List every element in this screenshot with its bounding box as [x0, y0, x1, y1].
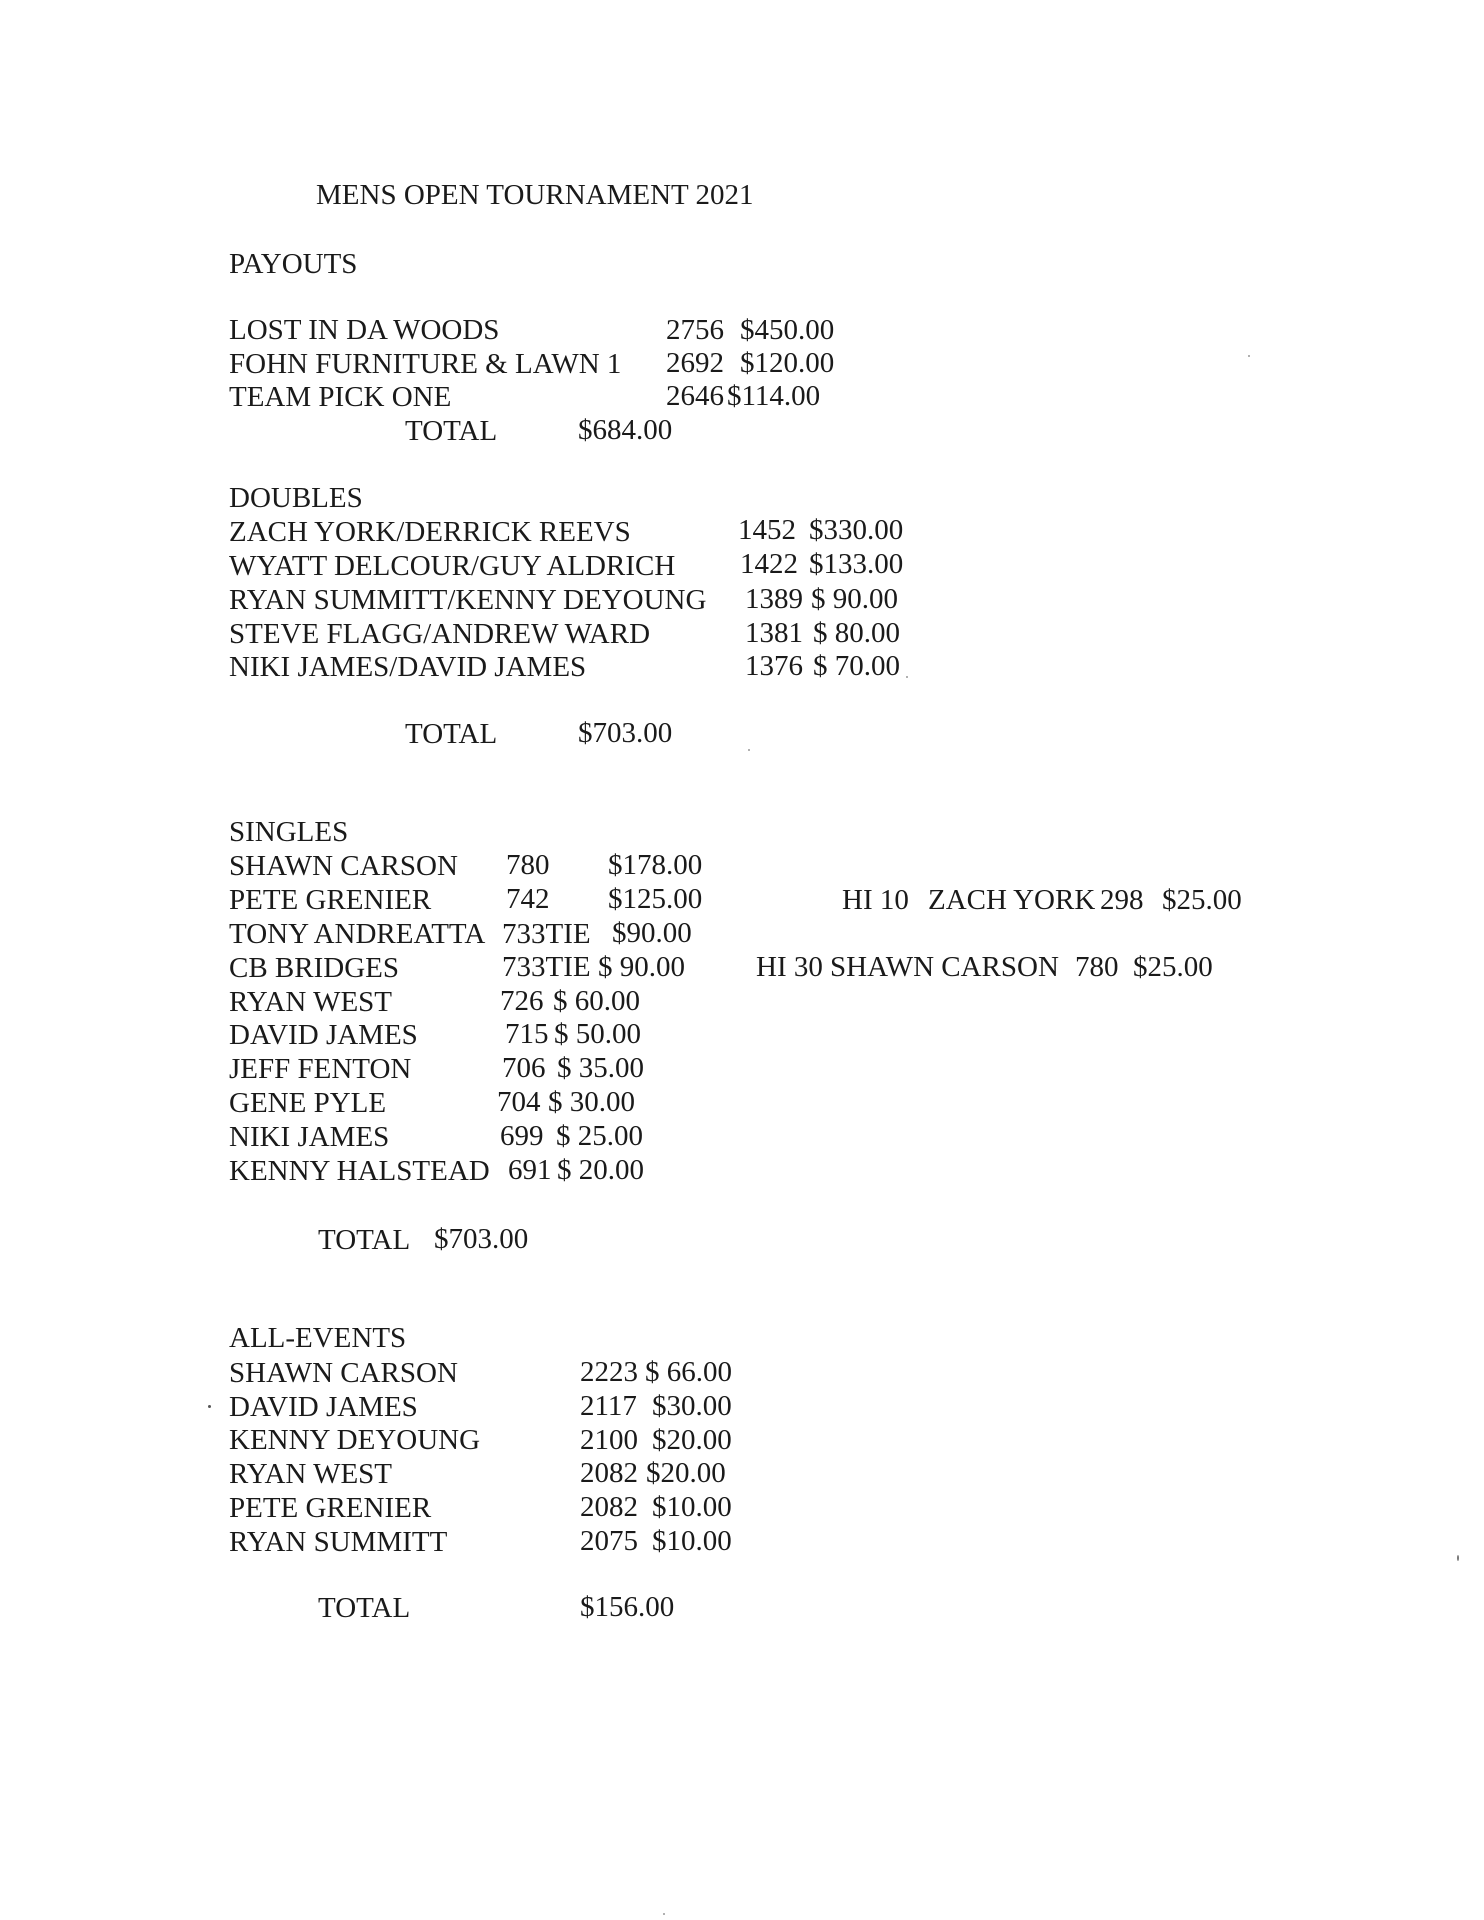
singles-row-score: 742 — [506, 883, 550, 915]
singles-row-amount: $ 50.00 — [554, 1018, 641, 1050]
payouts-heading: PAYOUTS — [229, 248, 358, 280]
singles-row-score: 704 — [497, 1086, 541, 1118]
payouts-row-name: LOST IN DA WOODS — [229, 314, 500, 346]
doubles-row-amount: $ 70.00 — [813, 650, 900, 682]
scan-speck — [208, 1405, 211, 1408]
scan-speck — [1248, 355, 1250, 357]
singles-row-score: 780 — [506, 849, 550, 881]
singles-heading: SINGLES — [229, 816, 349, 848]
singles-row-amount: $ 20.00 — [557, 1154, 644, 1186]
all-events-row-score: 2223 — [580, 1356, 638, 1388]
payouts-total-label: TOTAL — [405, 415, 498, 447]
hi-30-amount: $25.00 — [1133, 951, 1213, 983]
all-events-row-name: RYAN SUMMITT — [229, 1526, 448, 1558]
singles-row-score: 726 — [500, 985, 544, 1017]
doubles-row-name: RYAN SUMMITT/KENNY DEYOUNG — [229, 584, 707, 616]
doubles-row-score: 1381 — [745, 617, 803, 649]
singles-row-name: GENE PYLE — [229, 1087, 387, 1119]
doubles-row-name: NIKI JAMES/DAVID JAMES — [229, 651, 587, 683]
payouts-total-amount: $684.00 — [578, 414, 673, 446]
all-events-total-amount: $156.00 — [580, 1591, 675, 1623]
doubles-total-amount: $703.00 — [578, 717, 673, 749]
singles-row-name: NIKI JAMES — [229, 1121, 390, 1153]
payouts-row-amount: $450.00 — [740, 314, 835, 346]
singles-row-name: CB BRIDGES — [229, 952, 400, 984]
singles-row-score: 699 — [500, 1120, 544, 1152]
all-events-row-score: 2075 — [580, 1525, 638, 1557]
singles-row-amount: $ 25.00 — [556, 1120, 643, 1152]
hi-30-name: SHAWN CARSON — [830, 951, 1059, 983]
singles-total-amount: $703.00 — [434, 1223, 529, 1255]
doubles-row-amount: $ 80.00 — [813, 617, 900, 649]
all-events-row-score: 2117 — [580, 1390, 637, 1422]
all-events-row-score: 2082 — [580, 1491, 638, 1523]
payouts-row-name: FOHN FURNITURE & LAWN 1 — [229, 348, 622, 380]
all-events-row-name: DAVID JAMES — [229, 1391, 418, 1423]
all-events-row-amount: $30.00 — [652, 1390, 732, 1422]
singles-row-name: PETE GRENIER — [229, 884, 432, 916]
doubles-row-name: STEVE FLAGG/ANDREW WARD — [229, 618, 651, 650]
singles-row-name: KENNY HALSTEAD — [229, 1155, 490, 1187]
payouts-row-amount: $114.00 — [727, 380, 821, 412]
singles-row-amount: $ 60.00 — [553, 985, 640, 1017]
all-events-row-amount: $10.00 — [652, 1525, 732, 1557]
singles-row-name: SHAWN CARSON — [229, 850, 458, 882]
doubles-row-name: ZACH YORK/DERRICK REEVS — [229, 516, 631, 548]
singles-total-label: TOTAL — [318, 1224, 411, 1256]
payouts-row-score: 2756 — [666, 314, 724, 346]
hi-30-score: 780 — [1075, 951, 1119, 983]
singles-row-amount: $ 30.00 — [548, 1086, 635, 1118]
singles-row-amount: $ 90.00 — [598, 951, 685, 983]
singles-row-score: 733TIE — [502, 918, 591, 950]
all-events-heading: ALL-EVENTS — [229, 1322, 407, 1354]
singles-row-score: 691 — [508, 1154, 552, 1186]
doubles-row-score: 1389 — [745, 583, 803, 615]
doubles-row-amount: $ 90.00 — [811, 583, 898, 615]
scan-speck — [663, 1913, 665, 1915]
doubles-row-score: 1376 — [745, 650, 803, 682]
all-events-total-label: TOTAL — [318, 1592, 411, 1624]
payouts-row-name: TEAM PICK ONE — [229, 381, 452, 413]
doubles-total-label: TOTAL — [405, 718, 498, 750]
payouts-row-score: 2646 — [666, 380, 724, 412]
singles-row-amount: $125.00 — [608, 883, 703, 915]
hi-10-amount: $25.00 — [1162, 884, 1242, 916]
singles-row-name: JEFF FENTON — [229, 1053, 412, 1085]
all-events-row-name: SHAWN CARSON — [229, 1357, 458, 1389]
singles-row-score: 715 — [505, 1018, 549, 1050]
all-events-row-amount: $20.00 — [652, 1424, 732, 1456]
hi-10-label: HI 10 — [842, 884, 909, 916]
doubles-heading: DOUBLES — [229, 482, 363, 514]
scan-speck — [748, 749, 750, 751]
payouts-row-amount: $120.00 — [740, 347, 835, 379]
scan-speck — [1457, 1555, 1459, 1561]
page-title: MENS OPEN TOURNAMENT 2021 — [316, 179, 754, 211]
all-events-row-amount: $ 66.00 — [645, 1356, 732, 1388]
singles-row-name: DAVID JAMES — [229, 1019, 418, 1051]
singles-row-name: RYAN WEST — [229, 986, 393, 1018]
singles-row-amount: $ 35.00 — [557, 1052, 644, 1084]
all-events-row-name: KENNY DEYOUNG — [229, 1424, 481, 1456]
singles-row-amount: $90.00 — [612, 917, 692, 949]
doubles-row-amount: $330.00 — [809, 514, 904, 546]
scan-speck — [906, 676, 908, 678]
hi-10-score: 298 — [1100, 884, 1144, 916]
hi-30-label: HI 30 — [756, 951, 823, 983]
singles-row-score: 733TIE — [502, 951, 591, 983]
all-events-row-amount: $10.00 — [652, 1491, 732, 1523]
doubles-row-score: 1452 — [738, 514, 796, 546]
doubles-row-score: 1422 — [740, 548, 798, 580]
all-events-row-score: 2100 — [580, 1424, 638, 1456]
singles-row-amount: $178.00 — [608, 849, 703, 881]
payouts-row-score: 2692 — [666, 347, 724, 379]
all-events-row-name: PETE GRENIER — [229, 1492, 432, 1524]
all-events-row-amount: $20.00 — [646, 1457, 726, 1489]
hi-10-name: ZACH YORK — [928, 884, 1096, 916]
doubles-row-amount: $133.00 — [809, 548, 904, 580]
doubles-row-name: WYATT DELCOUR/GUY ALDRICH — [229, 550, 676, 582]
all-events-row-score: 2082 — [580, 1457, 638, 1489]
all-events-row-name: RYAN WEST — [229, 1458, 393, 1490]
singles-row-score: 706 — [502, 1052, 546, 1084]
singles-row-name: TONY ANDREATTA — [229, 918, 486, 950]
